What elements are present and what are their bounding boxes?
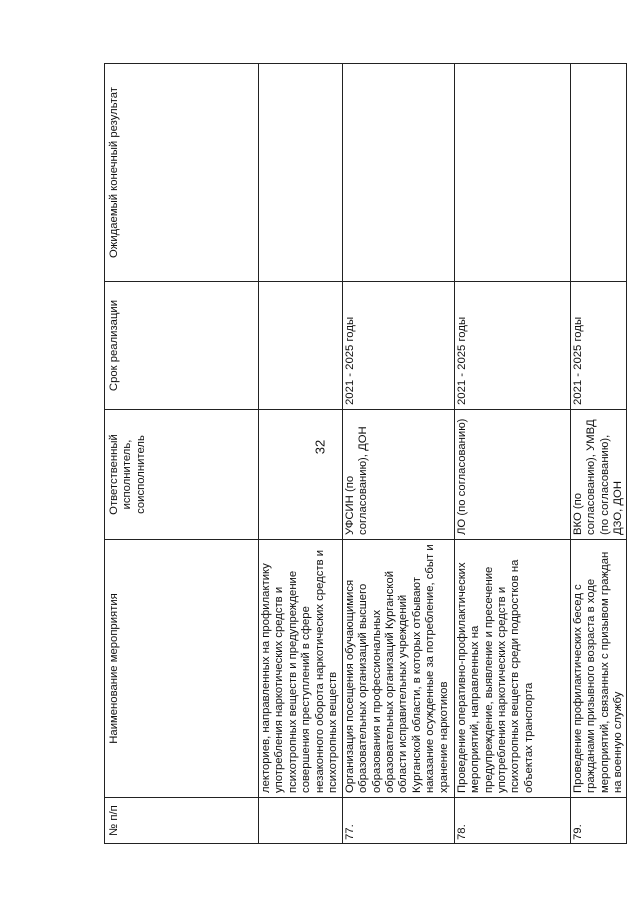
- table-row: [570, 64, 627, 844]
- row-result: [454, 64, 570, 282]
- header-result: Ожидаемый конечный результат: [105, 64, 259, 282]
- row-period: [259, 282, 343, 410]
- row-num: 79.: [570, 798, 627, 844]
- rotated-table-wrapper: [104, 64, 624, 844]
- row-name: Организация посещения обучающимися образовательных организаций высшего образования и профессиональных образовательных организаций Курганской области исправительных учреждений Курганской области, в которых отбывают наказание осужденные за потребление, сбыт и хранение наркотиков: [342, 540, 454, 798]
- row-num: [259, 798, 343, 844]
- header-period: Срок реализации: [105, 282, 259, 410]
- row-executor: УФСИН (по согласованию), ДОН: [342, 410, 454, 540]
- row-name: Проведение оперативно-профилактических мероприятий, направленных на предупреждение, выявление и пресечение употребления наркотических средств и психотропных веществ среди подростков на объектах транспорта: [454, 540, 570, 798]
- row-period: 2021 - 2025 годы: [454, 282, 570, 410]
- row-result: [342, 64, 454, 282]
- page-number: 32: [312, 439, 328, 455]
- row-result: [259, 64, 343, 282]
- row-name: лекториев, направленных на профилактику употребления наркотических средств и психотропных веществ и предупреждение совершения преступлений в сфере незаконного оборота наркотических средств и психотропных веществ: [259, 540, 343, 798]
- row-num: 78.: [454, 798, 570, 844]
- header-name: Наименование мероприятия: [105, 540, 259, 798]
- header-num: № п/п: [105, 798, 259, 844]
- row-executor: ЛО (по согласованию): [454, 410, 570, 540]
- measures-table: [104, 63, 627, 844]
- table-row: [342, 64, 454, 844]
- table-row: [454, 64, 570, 844]
- table-header-row: [105, 64, 259, 844]
- header-executor: Ответственный исполнитель, соисполнитель: [105, 410, 259, 540]
- row-period: 2021 - 2025 годы: [570, 282, 627, 410]
- row-name: Проведение профилактических бесед с гражданами призывного возраста в ходе мероприятий, связанных с призывом граждан на военную службу: [570, 540, 627, 798]
- row-executor: [259, 410, 343, 540]
- row-num: 77.: [342, 798, 454, 844]
- row-executor: ВКО (по согласованию), УМВД (по согласованию), ДЗО, ДОН: [570, 410, 627, 540]
- row-result: [570, 64, 627, 282]
- row-period: 2021 - 2025 годы: [342, 282, 454, 410]
- table-row: [259, 64, 343, 844]
